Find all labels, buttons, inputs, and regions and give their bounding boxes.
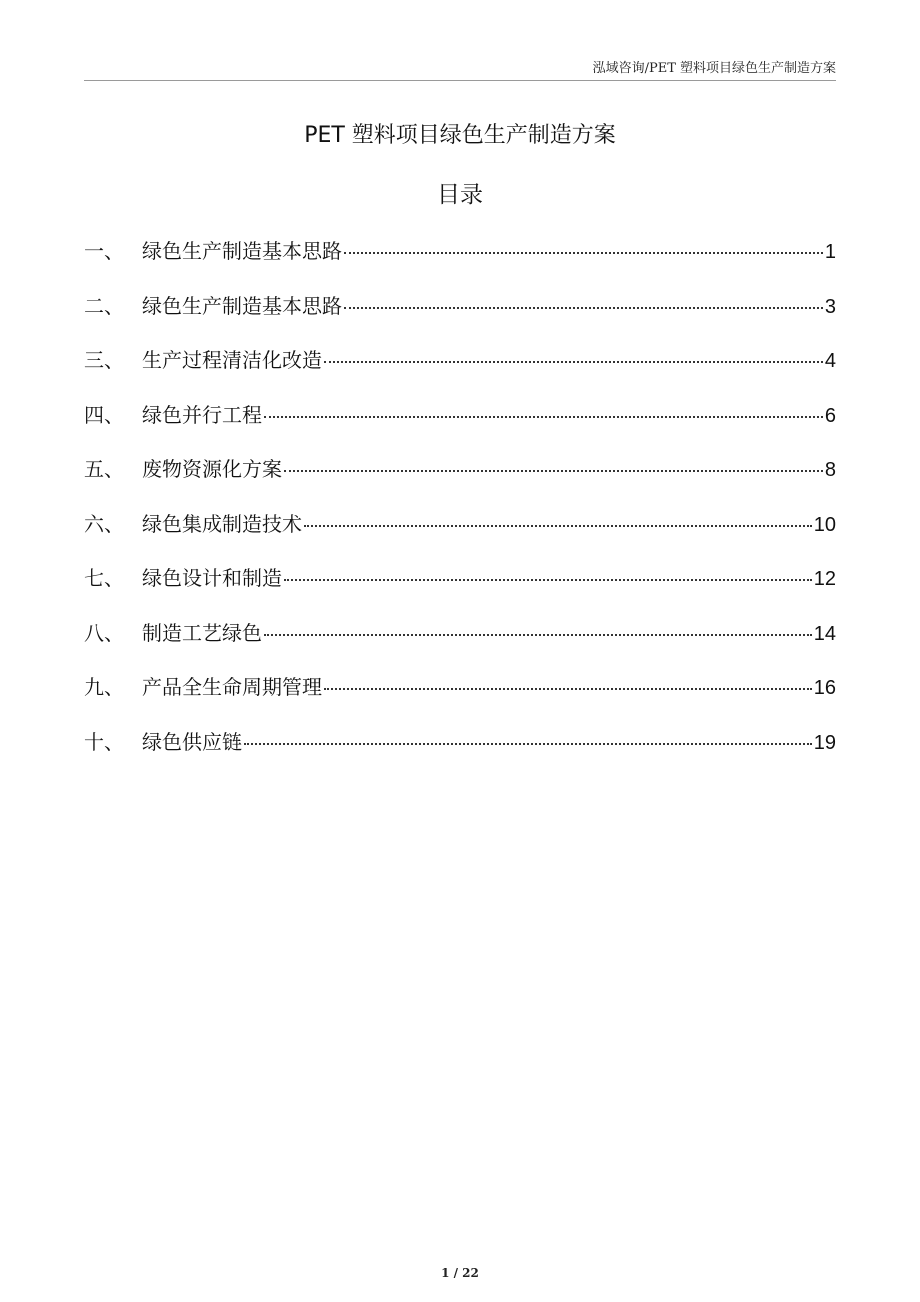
toc-entry-page[interactable]: 10: [813, 513, 836, 536]
header-divider: [84, 80, 836, 81]
toc-entry-page[interactable]: 14: [813, 622, 836, 645]
toc-entry-label[interactable]: 制造工艺绿色: [142, 620, 262, 645]
toc-entry-page[interactable]: 1: [824, 241, 836, 263]
page-number: 1 / 22: [441, 1266, 479, 1280]
toc-heading: 目录: [437, 182, 483, 208]
toc-entry-page[interactable]: 8: [824, 459, 836, 481]
toc-entry-label[interactable]: 绿色生产制造基本思路: [142, 239, 342, 263]
toc-entry-label[interactable]: 绿色集成制造技术: [142, 511, 302, 536]
toc-entry-page[interactable]: 19: [813, 731, 836, 754]
toc-dot-leader: [284, 578, 812, 581]
toc-entry-number: 六、: [84, 511, 124, 536]
toc-entry[interactable]: [84, 292, 836, 347]
toc-entry-label[interactable]: 绿色供应链: [142, 729, 242, 754]
toc-entry-label[interactable]: 产品全生命周期管理: [142, 675, 322, 699]
toc-dot-leader: [324, 687, 812, 690]
toc-entry-number: 二、: [84, 293, 124, 318]
toc-entry[interactable]: [84, 673, 836, 728]
toc-dot-leader: [284, 469, 823, 472]
toc-dot-leader: [344, 251, 823, 254]
toc-dot-leader: [304, 524, 812, 527]
toc-entry-number: 四、: [84, 402, 124, 427]
toc-entry-page[interactable]: 6: [824, 404, 836, 427]
toc-entry-label[interactable]: 绿色设计和制造: [142, 566, 282, 590]
toc-entry-number: 五、: [84, 457, 124, 481]
toc-entry-number: 三、: [84, 348, 124, 372]
toc-entry[interactable]: [84, 401, 836, 456]
toc-entry[interactable]: [84, 564, 836, 619]
running-header: 泓域咨询/PET 塑料项目绿色生产制造方案: [592, 61, 836, 76]
toc-entry-number: 七、: [84, 566, 124, 590]
toc-entry-number: 一、: [84, 239, 124, 263]
toc-dot-leader: [244, 742, 812, 745]
toc-dot-leader: [324, 360, 823, 363]
toc-entry-page[interactable]: 4: [824, 350, 836, 372]
toc-dot-leader: [344, 306, 823, 309]
toc-dot-leader: [264, 633, 812, 636]
toc-entry-page[interactable]: 16: [813, 677, 836, 699]
toc-dot-leader: [264, 415, 823, 418]
toc-entry[interactable]: [84, 346, 836, 401]
toc-entry[interactable]: [84, 619, 836, 674]
toc-entry[interactable]: [84, 455, 836, 510]
toc-entry-number: 十、: [84, 729, 124, 754]
table-of-contents: [84, 237, 836, 782]
toc-entry-number: 九、: [84, 675, 124, 699]
toc-entry[interactable]: [84, 237, 836, 292]
toc-entry-number: 八、: [84, 620, 124, 645]
toc-entry-label[interactable]: 生产过程清洁化改造: [142, 348, 322, 372]
toc-entry-label[interactable]: 绿色并行工程: [142, 402, 262, 427]
toc-entry[interactable]: [84, 510, 836, 565]
toc-entry-page[interactable]: 3: [824, 295, 836, 318]
toc-entry-page[interactable]: 12: [813, 568, 836, 590]
toc-entry[interactable]: [84, 728, 836, 783]
toc-entry-label[interactable]: 废物资源化方案: [142, 457, 282, 481]
document-title: PET 塑料项目绿色生产制造方案: [304, 123, 616, 148]
toc-entry-label[interactable]: 绿色生产制造基本思路: [142, 293, 342, 318]
